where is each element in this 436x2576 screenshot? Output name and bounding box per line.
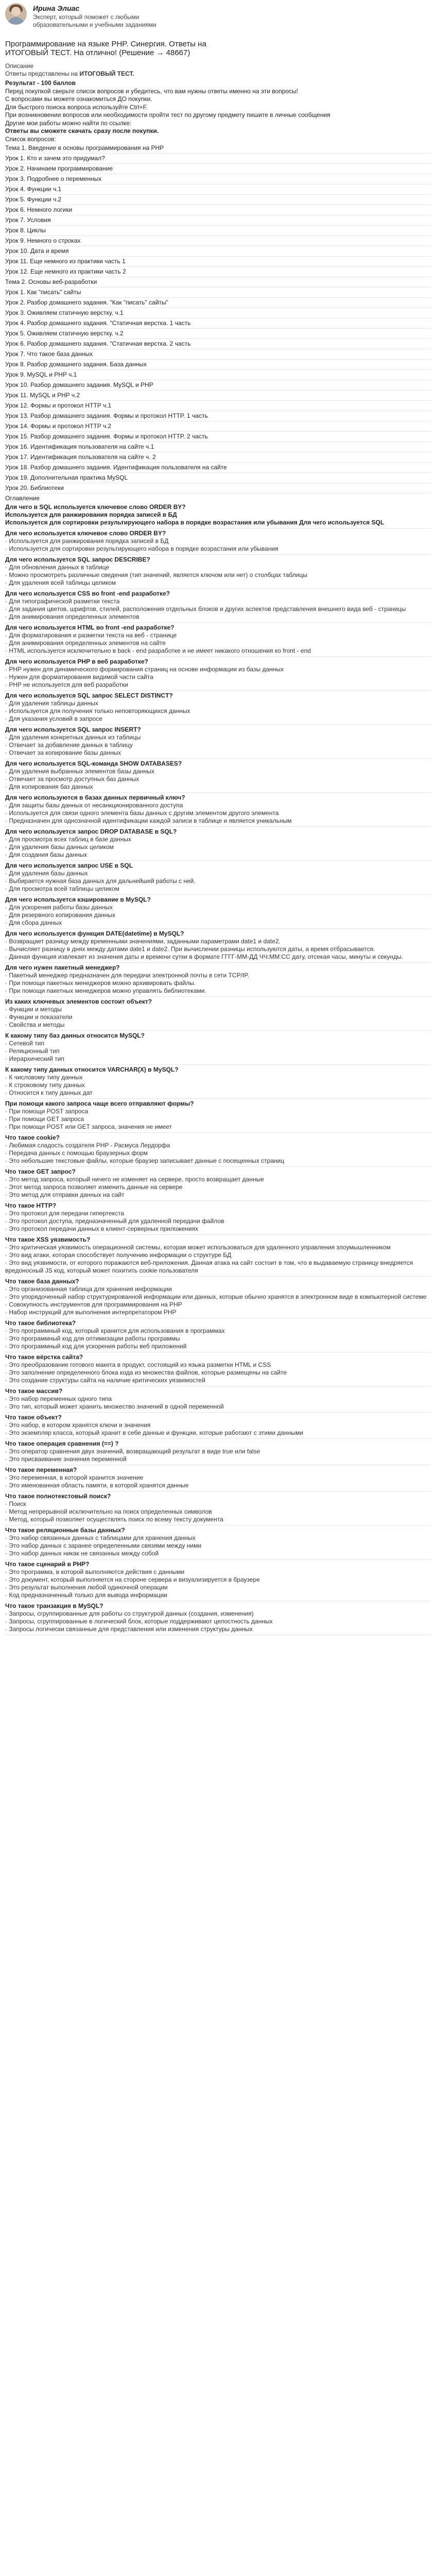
answer-option: · Запросы, сгруппированные в логический блок, которые поддерживают целостность данных xyxy=(5,1618,273,1625)
answer-option: · Это результат выполнения любой одиночной операции xyxy=(5,1584,168,1591)
lesson-item: Урок 6. Немного логики xyxy=(5,205,431,215)
toc-label: Оглавление xyxy=(5,495,40,502)
intro-block xyxy=(5,79,431,143)
question-text: Что такое переменная? xyxy=(5,1466,77,1473)
question-text: При помощи какого запроса чаще всего отправляют формы? xyxy=(5,1100,194,1107)
answer-option: · Для удаления базы данных xyxy=(5,870,88,877)
answer-option: · Это создание структуры сайта на наличие критических уязвимостей xyxy=(5,1377,205,1384)
answer-option: · Предназначен для однозначной идентификации каждой записи в таблице и является уникальным xyxy=(5,817,292,824)
answer-option: · Свойства и методы xyxy=(5,1021,65,1028)
answer-option: · Это экземпляр класса, который хранит в себе данные и функции, которые работают с этими данными xyxy=(5,1429,303,1436)
answer-option: · PHP не используется для веб разработки xyxy=(5,681,128,688)
question-text: Что такое полнотекстовый поиск? xyxy=(5,1493,111,1500)
answer-option: · Отвечает за копирование базы данных xyxy=(5,749,121,756)
answer-option: · К строковому типу данных xyxy=(5,1081,85,1089)
qa-item xyxy=(5,759,431,793)
question-text: Для чего используется кэширование в MySQL? xyxy=(5,896,151,903)
intro-line: Результат - 100 баллов xyxy=(5,79,76,87)
answer-option: · Передача данных с помощью браузерных форм xyxy=(5,1149,148,1157)
answer-option: · Нужен для форматирования видимой части сайта xyxy=(5,673,153,681)
intro-line: С вопросами вы можете ознакомиться ДО покупки. xyxy=(5,95,152,103)
qa-item xyxy=(5,1277,431,1318)
lesson-item: Урок 18. Разбор домашнего задания. Идентификация пользователя на сайте xyxy=(5,463,431,473)
qa-item xyxy=(5,861,431,895)
lesson-item: Урок 12. Еще немного из практики часть 2 xyxy=(5,267,431,277)
lesson-item: Урок 11. MySQL и PHP ч.2 xyxy=(5,391,431,401)
lesson-item: Урок 5. Оживляем статичную верстку. ч.2 xyxy=(5,329,431,339)
answer-option: · Это метод запроса, который ничего не изменяет на сервере, просто возвращает данные xyxy=(5,1176,264,1183)
lesson-item: Урок 14. Формы и протокол HTTP ч.2 xyxy=(5,421,431,432)
qa-item xyxy=(5,1031,431,1065)
intro-line: Список вопросов: xyxy=(5,135,56,143)
answer-option: · Это оператор сравнения двух значений, возвращающий результат в виде true или false xyxy=(5,1448,260,1455)
lesson-item: Урок 1. Как "писать" сайты xyxy=(5,287,431,298)
answer-option: · При помощи пакетных менеджеров можно архивировать файлы. xyxy=(5,979,196,987)
answer-option: · Для обновления данных в таблице xyxy=(5,564,110,571)
question-text: Для чего в SQL используется ключевое слово ORDER BY? xyxy=(5,503,186,511)
lesson-item: Урок 16. Идентификация пользователя на сайте ч.1 xyxy=(5,442,431,452)
qa-item xyxy=(5,1601,431,1635)
qa-item xyxy=(5,997,431,1031)
answer-option: · Это заполнение определенного блока кода из множества файлов, которые размещены на сайте xyxy=(5,1369,287,1376)
question-text: Для чего используется функция DATE(datetime) в MySQL? xyxy=(5,930,184,937)
lesson-item: Урок 13. Разбор домашнего задания. Формы и протокол HTTP. 1 часть xyxy=(5,411,431,421)
qa-item xyxy=(5,502,431,529)
answer-option: · Для удаления базы данных целиком xyxy=(5,843,114,851)
question-text: Что такое XSS уязвимость? xyxy=(5,1236,91,1243)
question-text: Из каких ключевых элементов состоит объект? xyxy=(5,998,152,1005)
answer-option: · Это тип, который может хранить множество значений в одной переменной xyxy=(5,1403,224,1410)
answers-line: Ответы представлены на ИТОГОВЫЙ ТЕСТ. xyxy=(5,70,134,77)
question-text: Для чего используется SQL-команда SHOW DATABASES? xyxy=(5,760,182,767)
qa-item xyxy=(5,1526,431,1560)
lesson-item: Урок 10. Разбор домашнего задания. MySQL и PHP xyxy=(5,380,431,391)
lesson-item: Урок 2. Разбор домашнего задания. "Как "писать" сайты" xyxy=(5,298,431,308)
answer-option: · HTML используется исключительно в back - end разработке и не имеет никакого отношения ко front - end xyxy=(5,647,311,654)
description-label: Описание xyxy=(5,62,34,70)
qa-item xyxy=(5,1352,431,1386)
question-text: К какому типу баз данных относится MySQL? xyxy=(5,1032,145,1039)
answer-option: · Это программный код для ускорения работы веб приложений xyxy=(5,1343,187,1350)
answer-option: · Это программный код для оптимизации работы программы xyxy=(5,1335,180,1342)
answer-option: · Для анимирования определенных элементов xyxy=(5,613,139,620)
intro-line: Перед покупкой сверьте список вопросов и убедитесь, что вам нужны ответы именно на эти вопросы! xyxy=(5,87,298,95)
answer-option: · Это критическая уязвимость операционной системы, которая может использоваться для удаленного управления злоумышленником xyxy=(5,1244,391,1251)
author-description: Эксперт, который поможет с любыми образовательными и учебными заданиями xyxy=(33,13,156,28)
answer-option: · Это организованная таблица для хранения информации xyxy=(5,1285,172,1293)
answer-option: · Набор инструкций для выполнения интерпретатором PHP xyxy=(5,1309,177,1316)
answer-option: · Это протокол доступа, предназначенный для удаленной передачи файлов xyxy=(5,1217,224,1225)
lesson-item: Урок 19. Дополнительная практика MySQL xyxy=(5,473,431,483)
answer-option: · Для ускорения работы базы данных xyxy=(5,904,113,911)
answer-option: · Данная функция извлекает из значения даты и времени сутки в формате ГГГГ-ММ-ДД ЧЧ:ММ:СС дату, отсекая часы, минуты и секунды. xyxy=(5,953,404,960)
answer-option: · Функции и показатели xyxy=(5,1013,73,1021)
lesson-item: Урок 5. Функции ч.2 xyxy=(5,195,431,205)
answer-option: · Это протокол передачи данных в клиент-серверных приложениях xyxy=(5,1225,199,1232)
qa-item xyxy=(5,529,431,555)
answer-option: · Сетевой тип xyxy=(5,1040,44,1047)
lesson-item: Урок 8. Циклы xyxy=(5,226,431,236)
answer-option: · Используется для сортировки результирующего набора в порядке возрастания или убывания xyxy=(5,545,278,552)
lesson-item: Урок 1. Кто и зачем это придумал? xyxy=(5,154,431,164)
question-text: Для чего используется SQL запрос INSERT? xyxy=(5,726,141,733)
lesson-item: Урок 2. Начинаем программирование xyxy=(5,164,431,174)
question-text: Что такое библиотека? xyxy=(5,1319,76,1327)
answer-option: · Совокупность инструментов для программирования на PHP xyxy=(5,1301,182,1308)
page-title: Программирование на языке PHP. Синергия. Ответы на ИТОГОВЫЙ ТЕСТ. На отлично! (Решение → 48667) xyxy=(5,40,206,57)
answer-option: · Это переменная, в которой хранится значение xyxy=(5,1474,144,1481)
intro-line: При возникновении вопросов или необходимости пройти тест по другому предмету пишите в личные сообщения xyxy=(5,111,330,118)
question-text: Для чего используются в базах данных первичный ключ? xyxy=(5,794,185,801)
answer-option: · Для копирования баз данных xyxy=(5,783,93,790)
answer-option: · Для просмотра всей таблицы целиком xyxy=(5,885,119,892)
question-text: Что такое операция сравнения (==) ? xyxy=(5,1440,119,1447)
question-text: Что такое база данных? xyxy=(5,1278,79,1285)
qa-item xyxy=(5,1465,431,1492)
answer-option: · Для удаления всей таблицы целиком xyxy=(5,579,116,586)
question-text: Для чего используется запрос USE в SQL xyxy=(5,862,133,869)
question-text: Для чего используется SQL запрос DESCRIBE? xyxy=(5,556,150,563)
answer-option: · Можно просмотреть различные сведения (тип значений, является ключом или нет) о столбцах таблицы xyxy=(5,571,307,579)
question-text: Для чего используется CSS во front -end разработке? xyxy=(5,590,170,597)
answer-option: · Для удаления таблицы данных xyxy=(5,700,98,707)
answer-option: · Это набор переменных одного типа xyxy=(5,1395,112,1402)
answer-option: · Это небольшие текстовые файлы, которые браузер записывает данные с посещенных страниц xyxy=(5,1157,285,1164)
answer-option: · Поиск xyxy=(5,1500,26,1507)
answer-option: · Метод, который позволяет осуществлять поиск по всему тексту документа xyxy=(5,1516,223,1523)
lesson-item: Урок 10. Дата и время xyxy=(5,246,431,257)
answer-option: · Запросы, сгруппированные для работы со структурой данных (создания, изменения) xyxy=(5,1610,254,1617)
qa-item xyxy=(5,1560,431,1601)
answer-option: · Для просмотра всех таблиц в базе данных xyxy=(5,836,132,843)
question-text: Что такое реляционные базы данных? xyxy=(5,1527,125,1534)
answer-option: · Этот метод запроса позволяет изменить данные на сервере xyxy=(5,1183,183,1191)
answer-option: · Это вид атаки, которая способствует получению информации о структуре БД xyxy=(5,1251,232,1259)
lesson-item: Урок 11. Еще немного из практики часть 1 xyxy=(5,257,431,267)
question-text: Что такое транзакция в MySQL? xyxy=(5,1602,103,1609)
question-text: Для чего используется запрос DROP DATABASE в SQL? xyxy=(5,828,177,835)
question-text: Для чего используется HTML во front -end разработке? xyxy=(5,624,175,631)
author-info xyxy=(33,3,167,29)
answer-option: · К числовому типу данных xyxy=(5,1074,83,1081)
answer-option: · Для сбора данных xyxy=(5,919,62,926)
answer-option: · При помощи GET запроса xyxy=(5,1115,84,1123)
answer-option: · Это присваивание значения переменной xyxy=(5,1455,127,1463)
lesson-item: Урок 17. Идентификация пользователя на сайте ч. 2 xyxy=(5,452,431,463)
answer-option: · Для удаления конкретных данных из таблицы xyxy=(5,734,141,741)
qa-item xyxy=(5,1386,431,1413)
answer-option: · Это набор связанных данных с таблицами для хранения данных xyxy=(5,1534,196,1541)
qa-item xyxy=(5,1099,431,1133)
lesson-item: Тема 2. Основы веб-разработки xyxy=(5,277,431,287)
answer-option: · Используется для получения только неповторяющихся данных xyxy=(5,707,190,715)
answer-option: · Это метод для отправки данных на сайт xyxy=(5,1191,125,1198)
answer-option: · Для анимирования определенных элементов на сайте xyxy=(5,639,166,647)
qa-item xyxy=(5,1167,431,1201)
answer-option: · Используется для связи одного элемента базы данных с другим элементом другого элемента xyxy=(5,809,279,817)
answer-option: · При помощи пакетных менеджеров можно управлять библиотеками. xyxy=(5,987,206,994)
answer-option: · При помощи POST или GET запроса, значения не имеет xyxy=(5,1123,172,1130)
question-text: Что такое сценарий в PHP? xyxy=(5,1561,90,1568)
author-name[interactable]: Ирина Элиас xyxy=(33,4,80,12)
question-text: Для чего используется SQL запрос SELECT DISTINCT? xyxy=(5,692,173,699)
qa-list xyxy=(5,502,431,1635)
question-text: Используется для сортировки результирующего набора в порядке возрастания или убывания Для чего используется SQL xyxy=(5,519,385,526)
answer-option: · Для удаления выбранных элементов базы данных xyxy=(5,768,154,775)
qa-item xyxy=(5,963,431,997)
question-text: Что такое cookie? xyxy=(5,1134,60,1141)
answer-option: · Для форматирования и разметки текста на веб - странице xyxy=(5,632,177,639)
answer-option: · Для типографической разметки текста xyxy=(5,598,120,605)
answer-option: · PHP нужен для динамического формирования страниц на основе информации из базы данных xyxy=(5,666,284,673)
question-text: Используется для ранжирования порядка записей в БД xyxy=(5,511,177,518)
answer-option: · Пакетный менеджер предназначен для передачи электронной почты в сети ТСP/IP. xyxy=(5,972,250,979)
qa-item xyxy=(5,929,431,963)
answer-option: · Это набор данных с заранее определенными связями между ними xyxy=(5,1542,202,1549)
lesson-item: Урок 3. Подробнее о переменных xyxy=(5,174,431,184)
answer-option: · Функции и методы xyxy=(5,1006,62,1013)
qa-item xyxy=(5,1201,431,1235)
lesson-item: Урок 8. Разбор домашнего задания. База данных xyxy=(5,360,431,370)
answer-option: · Это именованная область памяти, в которой хранятся данные xyxy=(5,1482,189,1489)
qa-item xyxy=(5,555,431,589)
question-text: Что такое массив? xyxy=(5,1387,63,1395)
qa-item xyxy=(5,725,431,759)
author-header xyxy=(5,0,431,39)
qa-item xyxy=(5,657,431,691)
qa-item xyxy=(5,1235,431,1277)
answer-option: · Запросы логически связанные для представления или изменения структуры данных xyxy=(5,1625,253,1633)
answer-option: · Это набор данных никак не связанных между собой xyxy=(5,1550,159,1557)
intro-line: Для быстрого поиска вопроса используйте Ctrl+F. xyxy=(5,103,148,111)
lesson-item: Тема 1. Введение в основы программирования на PHP xyxy=(5,143,431,154)
qa-item xyxy=(5,589,431,623)
lessons-list xyxy=(5,143,431,494)
question-text: Что такое объект? xyxy=(5,1414,62,1421)
question-text: Для чего используется ключевое слово ORDER BY? xyxy=(5,530,166,537)
qa-item xyxy=(5,793,431,827)
qa-item xyxy=(5,1492,431,1526)
qa-item xyxy=(5,1133,431,1167)
answer-option: · Для резервного копирования данных xyxy=(5,911,116,919)
answer-option: · Это программный код, который хранится для использования в программах xyxy=(5,1327,225,1334)
lesson-item: Урок 20. Библиотеки xyxy=(5,483,431,494)
answer-option: · Для указания условий в запросе xyxy=(5,715,102,722)
answer-option: · Метод непрерывной исключительно на поиск определенных символов xyxy=(5,1508,212,1515)
qa-item xyxy=(5,1065,431,1099)
question-text: Что такое GET запрос? xyxy=(5,1168,76,1175)
answer-option: · Это преобразование готового макета в продукт, состоящий из языка разметки HTML и CSS xyxy=(5,1361,271,1368)
lesson-item: Урок 12. Формы и протокол HTTP ч.1 xyxy=(5,401,431,411)
question-text: Для чего нужен пакетный менеджер? xyxy=(5,964,120,971)
answer-option: · Для защиты базы данных от несанкционированного доступа xyxy=(5,802,183,809)
intro-line: Ответы вы сможете скачать сразу после покупки. xyxy=(5,127,159,134)
answer-option: · Используется для ранжирования порядка записей в БД xyxy=(5,537,169,545)
lesson-item: Урок 6. Разбор домашнего задания. "Статичная верстка. 2 часть xyxy=(5,339,431,349)
answer-option: · Это набор, в котором хранятся ключи и значения xyxy=(5,1421,151,1429)
answer-option: · Возвращает разницу между временными значениями, заданными параметрами date1 и date2. xyxy=(5,938,281,945)
answer-option: · Отвечает за добавление данных в таблицу xyxy=(5,741,133,749)
answer-option: · Выбирается нужная база данных для дальнейшей работы с ней. xyxy=(5,877,196,885)
qa-item xyxy=(5,691,431,725)
answer-option: · Для задания цветов, шрифтов, стилей, расположения отдельных блоков и других аспектов представления внешнего вида веб - страницы xyxy=(5,605,406,613)
answer-option: · Реляционный тип xyxy=(5,1047,60,1055)
lesson-item: Урок 7. Что такое база данных xyxy=(5,349,431,360)
answer-option: · Относится к типу данных дат xyxy=(5,1089,93,1096)
lesson-item: Урок 4. Разбор домашнего задания. "Статичная верстка. 1 часть xyxy=(5,318,431,329)
lesson-item: Урок 15. Разбор домашнего задания. Формы и протокол HTTP. 2 часть xyxy=(5,432,431,442)
answer-option: · Отвечает за просмотр доступных баз данных xyxy=(5,775,139,783)
answer-option: · Это программа, в которой выполняются действия с данными xyxy=(5,1568,185,1575)
answer-option: · При помощи POST запроса xyxy=(5,1108,89,1115)
answer-option: · Иерархический тип xyxy=(5,1055,64,1062)
answer-option: · Это документ, который выполняется на стороне сервера и визуализируется в браузере xyxy=(5,1576,260,1583)
lesson-item: Урок 9. MySQL и PHP ч.1 xyxy=(5,370,431,380)
answer-option: · Это упорядоченный набор структурированной информации или данных, которые обычно хранятся в электронном виде в компьютерной системе xyxy=(5,1293,427,1300)
answer-option: · Это вид уязвимости, от которого поражаются веб-приложения. Данная атака на сайт состоит в том, что в выдаваемую страницу внедряется вредоносный JS код, который может похитить cookie пользователя xyxy=(5,1259,413,1274)
answer-option: · Это протокол для передачи гипертекста xyxy=(5,1210,124,1217)
answer-option: · Код предназначенный только для вывода информации xyxy=(5,1591,167,1599)
lesson-item: Урок 7. Условия xyxy=(5,215,431,226)
intro-line: Другие мои работы можно найти по ссылке: xyxy=(5,119,132,127)
qa-item xyxy=(5,1318,431,1352)
answer-option: · Вычисляет разницу в днях между датами date1 и date2. При вычислении разницы используются даты, а время отбрасывается. xyxy=(5,945,375,953)
question-text: К какому типу данных относится VARCHAR(X) в MySQL? xyxy=(5,1066,179,1073)
question-text: Что такое вёрстка сайта? xyxy=(5,1353,83,1361)
lesson-item: Урок 4. Функции ч.1 xyxy=(5,184,431,195)
question-text: Что такое HTTP? xyxy=(5,1202,57,1209)
lesson-item: Урок 9. Немного о строках xyxy=(5,236,431,246)
qa-item xyxy=(5,827,431,861)
author-avatar[interactable] xyxy=(5,3,27,25)
qa-item xyxy=(5,1413,431,1439)
answer-option: · Для создания базы данных xyxy=(5,851,88,858)
question-text: Для чего используется PHP в веб разработке? xyxy=(5,658,148,665)
qa-item xyxy=(5,1439,431,1465)
lesson-item: Урок 3. Оживляем статичную верстку. ч.1 xyxy=(5,308,431,318)
qa-item xyxy=(5,895,431,929)
answer-option: · Любимая сладость создателя PHP - Расмуса Лердорфа xyxy=(5,1142,170,1149)
qa-item xyxy=(5,623,431,657)
